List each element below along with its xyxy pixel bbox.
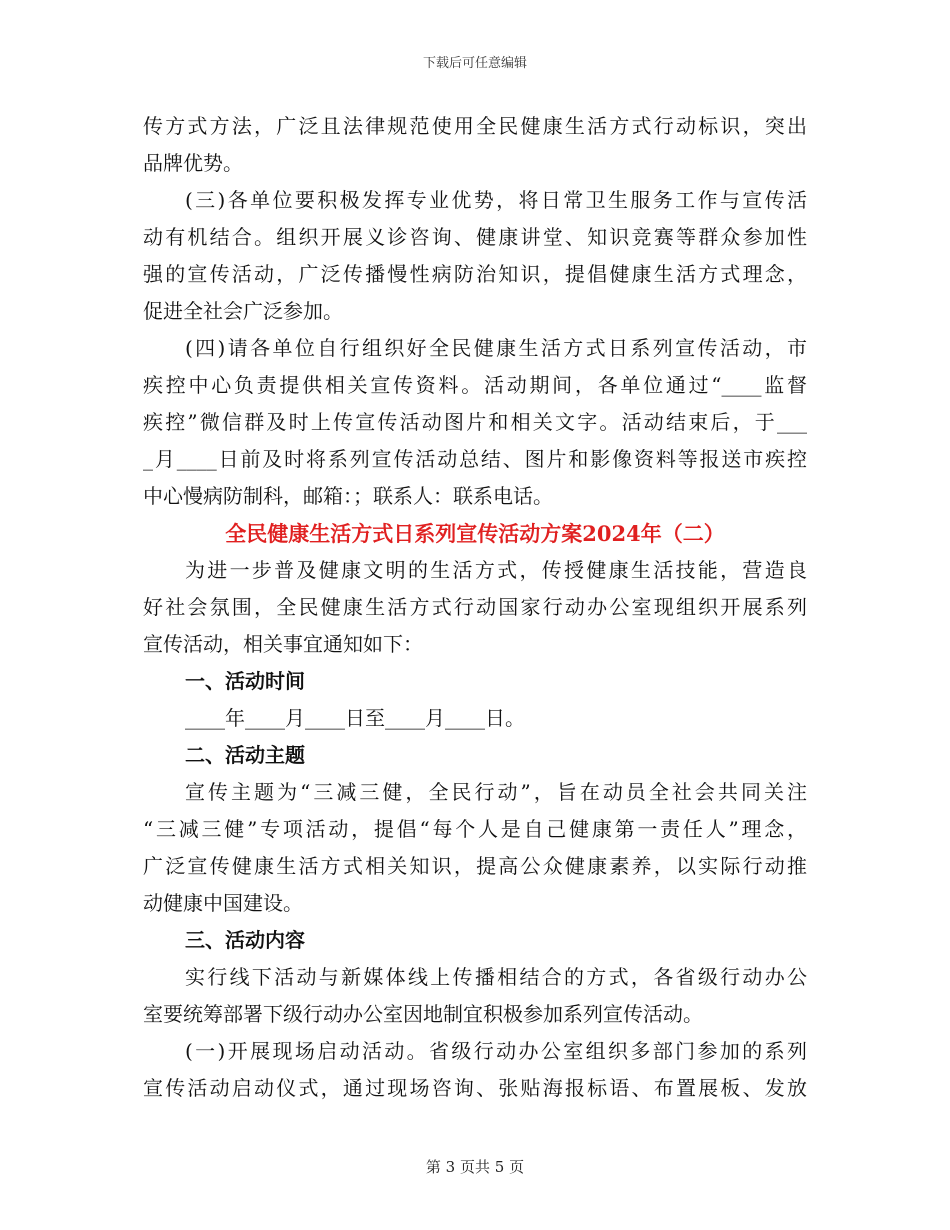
page-footer: 第 3 页共 5 页 xyxy=(425,1158,525,1176)
body-line: 强的宣传活动，广泛传播慢性病防治知识，提倡健康生活方式理念， xyxy=(143,262,807,286)
section-heading-activity-content: 三、活动内容 xyxy=(185,928,305,952)
body-line: 促进全社会广泛参加。 xyxy=(143,299,343,323)
content-paragraph-start: 实行线下活动与新媒体线上传播相结合的方式，各省级行动办公 xyxy=(185,965,807,989)
body-line: “三减三健”专项活动，提倡“每个人是自己健康第一责任人”理念， xyxy=(143,817,807,841)
activity-date-range: ____年____月____日至____月____日。 xyxy=(185,706,525,730)
body-line: 中心慢病防制科，邮箱：；联系人：联系电话。 xyxy=(143,484,553,508)
body-line: 宣传活动启动仪式，通过现场咨询、张贴海报标语、布置展板、发放 xyxy=(143,1076,807,1100)
body-line: 好社会氛围，全民健康生活方式行动国家行动办公室现组织开展系列 xyxy=(143,595,807,619)
subsection-launch-activity: (一)开展现场启动活动。省级行动办公室组织多部门参加的系列 xyxy=(185,1039,807,1063)
intro-paragraph-start: 为进一步普及健康文明的生活方式，传授健康生活技能，营造良 xyxy=(185,558,807,582)
document-body xyxy=(143,108,807,1107)
body-line: 动有机结合。组织开展义诊咨询、健康讲堂、知识竞赛等群众参加性 xyxy=(143,225,807,249)
body-line: 广泛宣传健康生活方式相关知识，提高公众健康素养，以实际行动推 xyxy=(143,854,807,878)
body-line: 动健康中国建设。 xyxy=(143,891,303,915)
body-line: 传方式方法，广泛且法律规范使用全民健康生活方式行动标识，突出 xyxy=(143,114,807,138)
theme-paragraph-start: 宣传主题为“三减三健，全民行动”，旨在动员全社会共同关注 xyxy=(185,780,807,804)
body-line: 疾控中心负责提供相关宣传资料。活动期间，各单位通过“____监督 xyxy=(143,373,807,397)
section-heading-activity-theme: 二、活动主题 xyxy=(185,743,305,767)
page-header: 下载后可任意编辑 xyxy=(422,56,527,71)
body-line: 宣传活动，相关事宜通知如下： xyxy=(143,632,423,656)
section-heading-activity-time: 一、活动时间 xyxy=(185,669,305,693)
body-line: 品牌优势。 xyxy=(143,151,243,175)
body-line: 疾控”微信群及时上传宣传活动图片和相关文字。活动结束后，于___ xyxy=(143,410,807,434)
body-line: 室要统筹部署下级行动办公室因地制宜积极参加系列宣传活动。 xyxy=(143,1002,703,1026)
paragraph-start-3: (三)各单位要积极发挥专业优势，将日常卫生服务工作与宣传活 xyxy=(185,188,807,212)
body-line: _月____日前及时将系列宣传活动总结、图片和影像资料等报送市疾控 xyxy=(143,447,807,471)
document-title: 全民健康生活方式日系列宣传活动方案2024年（二） xyxy=(225,521,725,546)
paragraph-start-4: (四)请各单位自行组织好全民健康生活方式日系列宣传活动，市 xyxy=(185,336,807,360)
